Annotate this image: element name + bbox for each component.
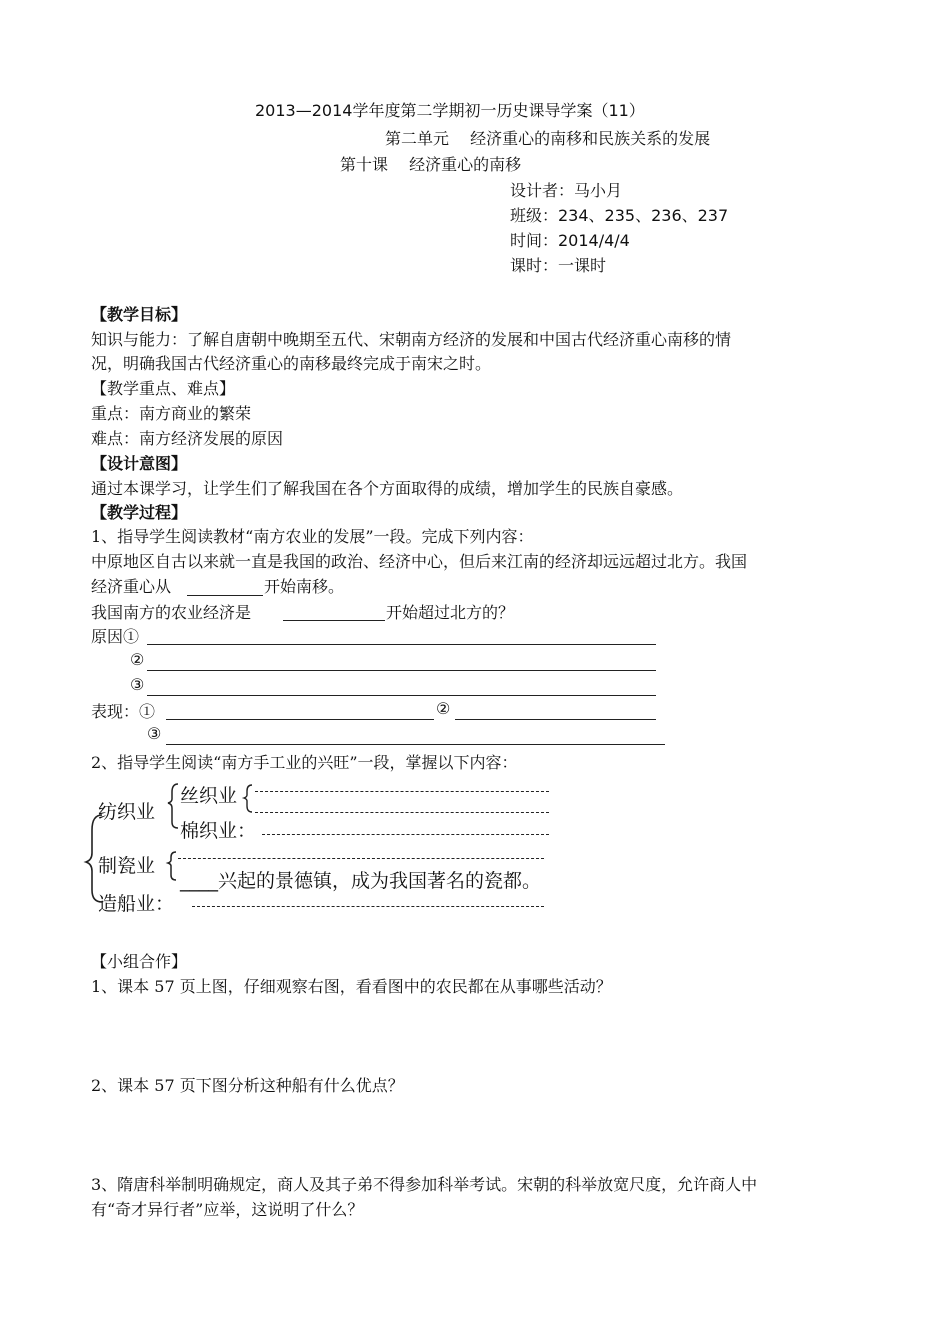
difficult-point: 难点：南方经济发展的原因	[91, 429, 284, 448]
dashed-blank[interactable]	[192, 906, 544, 907]
process-question-1: 1、指导学生阅读教材“南方农业的发展”一段。完成下列内容：	[91, 527, 534, 546]
process-paragraph-2-prefix: 我国南方的农业经济是	[91, 603, 252, 622]
objectives-line-2: 况，明确我国古代经济重心的南移最终完成于南宋之时。	[91, 354, 492, 373]
group-question-2: 2、课本 57 页下图分析这种船有什么优点？	[91, 1076, 404, 1095]
silk-brace	[244, 785, 252, 812]
document-title: 2013—2014学年度第二学期初一历史课导学案（11）	[255, 101, 645, 120]
objectives-heading: 【教学目标】	[91, 305, 188, 324]
reason-label-2: ②	[130, 650, 145, 669]
keypoints-heading: 【教学重点、难点】	[91, 379, 236, 398]
reason-label-3: ③	[130, 675, 145, 694]
objectives-line-1: 知识与能力：了解自唐朝中晚期至五代、宋朝南方经济的发展和中国古代经济重心南移的情	[91, 330, 732, 349]
group-heading: 【小组合作】	[91, 952, 188, 971]
dashed-blank[interactable]	[178, 858, 544, 859]
group-question-1: 1、课本 57 页上图，仔细观察右图，看看图中的农民都在从事哪些活动？	[91, 977, 612, 996]
cotton-label: 棉织业：	[180, 820, 257, 842]
process-question-2: 2、指导学生阅读“南方手工业的兴旺”一段，掌握以下内容：	[91, 753, 518, 772]
process-paragraph-1b-prefix: 经济重心从	[91, 577, 172, 596]
reason-label-1: 原因①	[91, 627, 140, 646]
intent-text: 通过本课学习，让学生们了解我国在各个方面取得的成绩，增加学生的民族自豪感。	[91, 479, 684, 498]
dashed-blank[interactable]	[262, 834, 549, 835]
process-paragraph-2-suffix: 开始超过北方的？	[386, 603, 515, 622]
textile-brace	[168, 784, 178, 828]
designer: 设计者：马小月	[510, 181, 623, 200]
date: 时间：2014/4/4	[510, 231, 630, 250]
shipbuilding-label: 造船业：	[98, 893, 175, 915]
group-question-3b: 有“奇才异行者”应举，这说明了什么？	[91, 1200, 364, 1219]
textile-label: 纺织业	[98, 801, 156, 823]
porcelain-label: 制瓷业	[98, 855, 156, 877]
unit-title: 第二单元 经济重心的南移和民族关系的发展	[385, 129, 711, 148]
key-point: 重点：南方商业的繁荣	[91, 404, 252, 423]
dashed-blank[interactable]	[255, 812, 549, 813]
jingdezhen-text: ____兴起的景德镇，成为我国著名的瓷都。	[180, 870, 542, 892]
group-question-3a: 3、隋唐科举制明确规定，商人及其子弟不得参加科举考试。宋朝的科举放宽尺度，允许商人中	[91, 1175, 758, 1194]
process-paragraph-1a: 中原地区自古以来就一直是我国的政治、经济中心，但后来江南的经济却远远超过北方。我国	[91, 552, 748, 571]
process-heading: 【教学过程】	[91, 503, 188, 522]
silk-label: 丝织业	[180, 785, 238, 807]
intent-heading: 【设计意图】	[91, 454, 188, 473]
performance-label-1: 表现：①	[91, 702, 156, 721]
period: 课时：一课时	[510, 256, 607, 275]
performance-label-3: ③	[147, 724, 162, 743]
process-paragraph-1b-suffix: 开始南移。	[264, 577, 345, 596]
porcelain-brace	[168, 852, 176, 880]
classes: 班级：234、235、236、237	[510, 206, 729, 225]
performance-label-2: ②	[436, 699, 451, 718]
dashed-blank[interactable]	[255, 791, 549, 792]
lesson-title: 第十课 经济重心的南移	[340, 155, 522, 174]
